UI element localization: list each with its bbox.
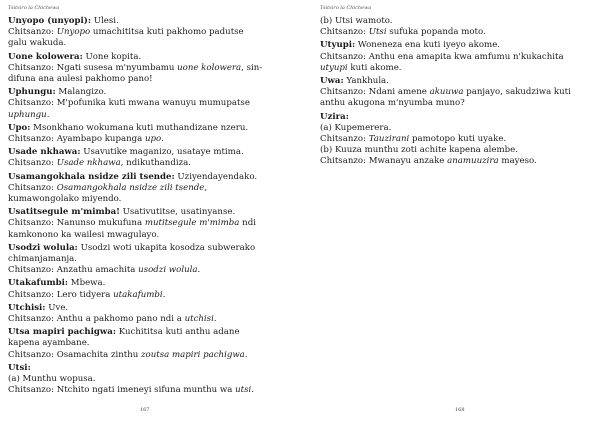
entry-line: [8, 74, 294, 85]
entry-text: Chitsanzo: Anthu a pakhomo pano ndi a: [8, 314, 185, 325]
entry-line: [8, 338, 294, 349]
example-term: anamuuzira: [447, 156, 499, 167]
headword: Utsi:: [8, 362, 31, 373]
entry-text: Uone kopita.: [82, 51, 142, 62]
entry-text: Chitsanzo: Lero tidyera: [8, 289, 114, 300]
entry-text: Chitsanzo:: [8, 27, 57, 38]
dictionary-entry: [8, 303, 294, 325]
entry-line: [8, 207, 294, 218]
entry-line: [320, 87, 596, 98]
entry-text: Uve.: [45, 302, 69, 313]
entry-text: sufuka popanda moto.: [386, 27, 486, 38]
entry-line: [8, 123, 294, 134]
dictionary-entry: [320, 112, 596, 168]
entry-text: galu wakuda.: [8, 38, 67, 49]
entry-line: [8, 183, 294, 194]
entry-text: .: [251, 385, 255, 396]
headword: Utyupi:: [320, 40, 356, 51]
entry-line: [8, 27, 294, 38]
entry-line: [320, 156, 596, 167]
entry-line: [8, 254, 294, 265]
running-head: Tsitsiro la Chichewa: [320, 5, 372, 11]
entry-text: kapena ayambane.: [8, 338, 90, 349]
entry-line: [8, 327, 294, 338]
entry-text: ndi: [239, 218, 256, 229]
dictionary-entry: [8, 172, 294, 206]
entry-line: [8, 290, 294, 301]
entry-line: [8, 38, 294, 49]
entry-line: [8, 172, 294, 183]
entry-line: [320, 63, 596, 74]
example-term: utyupi: [320, 62, 348, 73]
entry-text: Woneneza ena kuti iyeyo akome.: [355, 40, 501, 51]
entry-line: [320, 112, 596, 123]
entry-text: Usativutitse, usatinyanse.: [119, 207, 236, 218]
entry-line: [8, 385, 294, 396]
entry-text: Usodzi woti ukapita kosodza subwerako: [77, 242, 256, 253]
entry-line: [320, 52, 596, 63]
entry-text: (b) Utsi wamoto.: [320, 16, 393, 26]
entry-line: [320, 16, 596, 27]
dictionary-entry: [8, 123, 294, 145]
page-number: 167: [140, 407, 150, 413]
entry-line: [8, 134, 294, 145]
headword: Uone kolowera:: [8, 51, 83, 62]
entry-text: (a) Kupemerera.: [320, 122, 392, 133]
dictionary-entry: [8, 278, 294, 300]
headword: Upo:: [8, 122, 31, 133]
entry-line: [8, 218, 294, 229]
entry-line: [8, 230, 294, 241]
entry-line: [8, 314, 294, 325]
entry-text: .: [46, 109, 50, 120]
example-term: uphungu: [8, 109, 47, 120]
headword: Usatitsegule m'mimba!: [8, 207, 120, 218]
entry-text: , ndikuthandiza.: [120, 158, 191, 169]
headword: Usodzi wolula:: [8, 242, 78, 253]
running-head: Tsitsiro la Chichewa: [8, 5, 60, 11]
right-page: [300, 0, 600, 424]
headword: Uwa:: [320, 76, 344, 87]
entry-text: .: [213, 314, 217, 325]
entry-text: kamkonono ka wailesi mwagulayo.: [8, 229, 160, 240]
entry-line: [320, 145, 596, 156]
entry-line: [8, 52, 294, 63]
entry-text: Kuchititsa kuti anthu adane: [116, 327, 240, 338]
dictionary-entry: [8, 363, 294, 397]
entry-text: .: [161, 134, 164, 145]
entry-text: Chitsanzo:: [320, 27, 369, 38]
dictionary-entry: [320, 76, 596, 110]
entry-text: .: [162, 289, 166, 300]
entry-text: Chitsanzo: Nanunso mukufuna: [8, 218, 145, 229]
example-term: mutitsegule m'mimba: [144, 218, 240, 229]
entry-text: pamotopo kuti uyake.: [409, 134, 507, 145]
entry-text: Chitsanzo: Ngati susesa m'nyumbamu: [8, 62, 178, 73]
dictionary-entry: [8, 52, 294, 86]
dictionary-entry: [8, 207, 294, 241]
entry-line: [8, 265, 294, 276]
entry-text: Chitsanzo:: [8, 182, 57, 193]
entry-line: [320, 123, 596, 134]
example-term: Utsi: [368, 27, 387, 38]
entry-line: [320, 40, 596, 51]
example-term: Tauzirani: [368, 134, 410, 145]
headword: Utsa mapiri pachigwa:: [8, 327, 117, 338]
entry-text: umachititsa kuti pakhomo padutse: [90, 27, 244, 38]
entry-line: [8, 194, 294, 205]
entry-text: .: [244, 349, 248, 360]
entry-line: [320, 98, 596, 109]
entry-text: kumawongolako miyendo.: [8, 194, 122, 205]
entry-line: [8, 110, 294, 121]
entry-line: [8, 87, 294, 98]
example-term: Osamangokhala nsidze zili tsende,: [56, 182, 208, 193]
entry-text: anthu akugona m'nyumba muno?: [320, 98, 465, 109]
entry-line: [8, 63, 294, 74]
dictionary-entry: [8, 147, 294, 169]
entry-text: chimanjamanja.: [8, 254, 78, 265]
entry-text: , sin-: [241, 62, 263, 73]
entry-text: (b) Kuuza munthu zoti achite kapena alembe.: [320, 145, 518, 156]
entry-line: [8, 158, 294, 169]
entry-text: Chitsanzo: Ayambapo kupanga: [8, 134, 145, 145]
entry-text: Chitsanzo: M'pofunika kuti mwana wanuyu mumupatse: [8, 98, 250, 109]
entry-text: .: [197, 265, 201, 276]
entry-line: [320, 76, 596, 87]
entry-text: Chitsanzo: Ndani amene: [320, 87, 430, 98]
headword: Unyopo (unyopi):: [8, 16, 92, 26]
entry-text: Chitsanzo: Anthu ena amapita kwa amfumu n'kukachita: [320, 51, 564, 62]
example-term: utchisi: [184, 314, 214, 325]
entry-line: [8, 16, 294, 27]
entry-line: [8, 303, 294, 314]
headword: Usade nkhawa:: [8, 147, 81, 158]
example-term: upo: [144, 134, 162, 145]
headword: Utchisi:: [8, 302, 46, 313]
entry-text: Chitsanzo: Osamachita zinthu: [8, 349, 142, 360]
entry-text: Mbewa.: [68, 278, 106, 289]
example-term: utakafumbi: [113, 289, 163, 300]
entry-text: Chitsanzo: Ntchito ngati imeneyi sifuna munthu wa: [8, 385, 236, 396]
entry-line: [8, 98, 294, 109]
page-number: 168: [455, 407, 465, 413]
entry-line: [8, 147, 294, 158]
entry-text: Chitsanzo:: [320, 134, 369, 145]
entry-line: [8, 278, 294, 289]
entry-text: Usavutike maganizo, usataye mtima.: [80, 147, 244, 158]
example-term: zoutsa mapiri pachigwa: [141, 349, 245, 360]
example-term: akuuwa: [429, 87, 464, 98]
entry-text: Msonkhano wokumana kuti muthandizane nzeru.: [30, 122, 249, 133]
entry-list: [320, 16, 596, 170]
entry-text: panjayo, sakudziwa kuti: [463, 87, 571, 98]
example-term: Usade nkhawa: [56, 158, 121, 169]
entry-line: [320, 134, 596, 145]
dictionary-entry: [8, 243, 294, 277]
entry-text: Chitsanzo: Mwanayu anzake: [320, 156, 448, 167]
example-term: uone kolowera: [177, 62, 242, 73]
headword: Usamangokhala nsidze zili tsende:: [8, 171, 175, 182]
entry-text: Chitsanzo:: [8, 158, 57, 169]
dictionary-entry: [8, 16, 294, 50]
headword: Uzira:: [320, 111, 349, 122]
entry-text: mayeso.: [498, 156, 537, 167]
dictionary-entry: [320, 40, 596, 74]
entry-text: (a) Munthu wopusa.: [8, 374, 96, 385]
example-term: Unyopo: [56, 27, 91, 38]
entry-line: [8, 363, 294, 374]
entry-text: Chitsanzo: Anzathu amachita: [8, 265, 139, 276]
entry-text: Yankhula.: [343, 76, 389, 87]
entry-line: [320, 27, 596, 38]
entry-text: Uziyendayendako.: [174, 171, 258, 182]
entry-text: difuna ana aulesi pakhomo pano!: [8, 74, 153, 85]
entry-line: [8, 350, 294, 361]
example-term: utsi: [235, 385, 252, 396]
entry-text: kuti akome.: [347, 62, 402, 73]
headword: Utakafumbi:: [8, 278, 69, 289]
entry-line: [8, 374, 294, 385]
entry-text: Malangizo.: [55, 87, 107, 98]
example-term: usodzi wolula: [138, 265, 198, 276]
dictionary-entry: [320, 16, 596, 38]
dictionary-entry: [8, 87, 294, 121]
headword: Uphungu:: [8, 87, 56, 98]
dictionary-entry: [8, 327, 294, 361]
entry-text: Ulesi.: [91, 16, 119, 26]
entry-line: [8, 243, 294, 254]
entry-list: [8, 16, 294, 399]
